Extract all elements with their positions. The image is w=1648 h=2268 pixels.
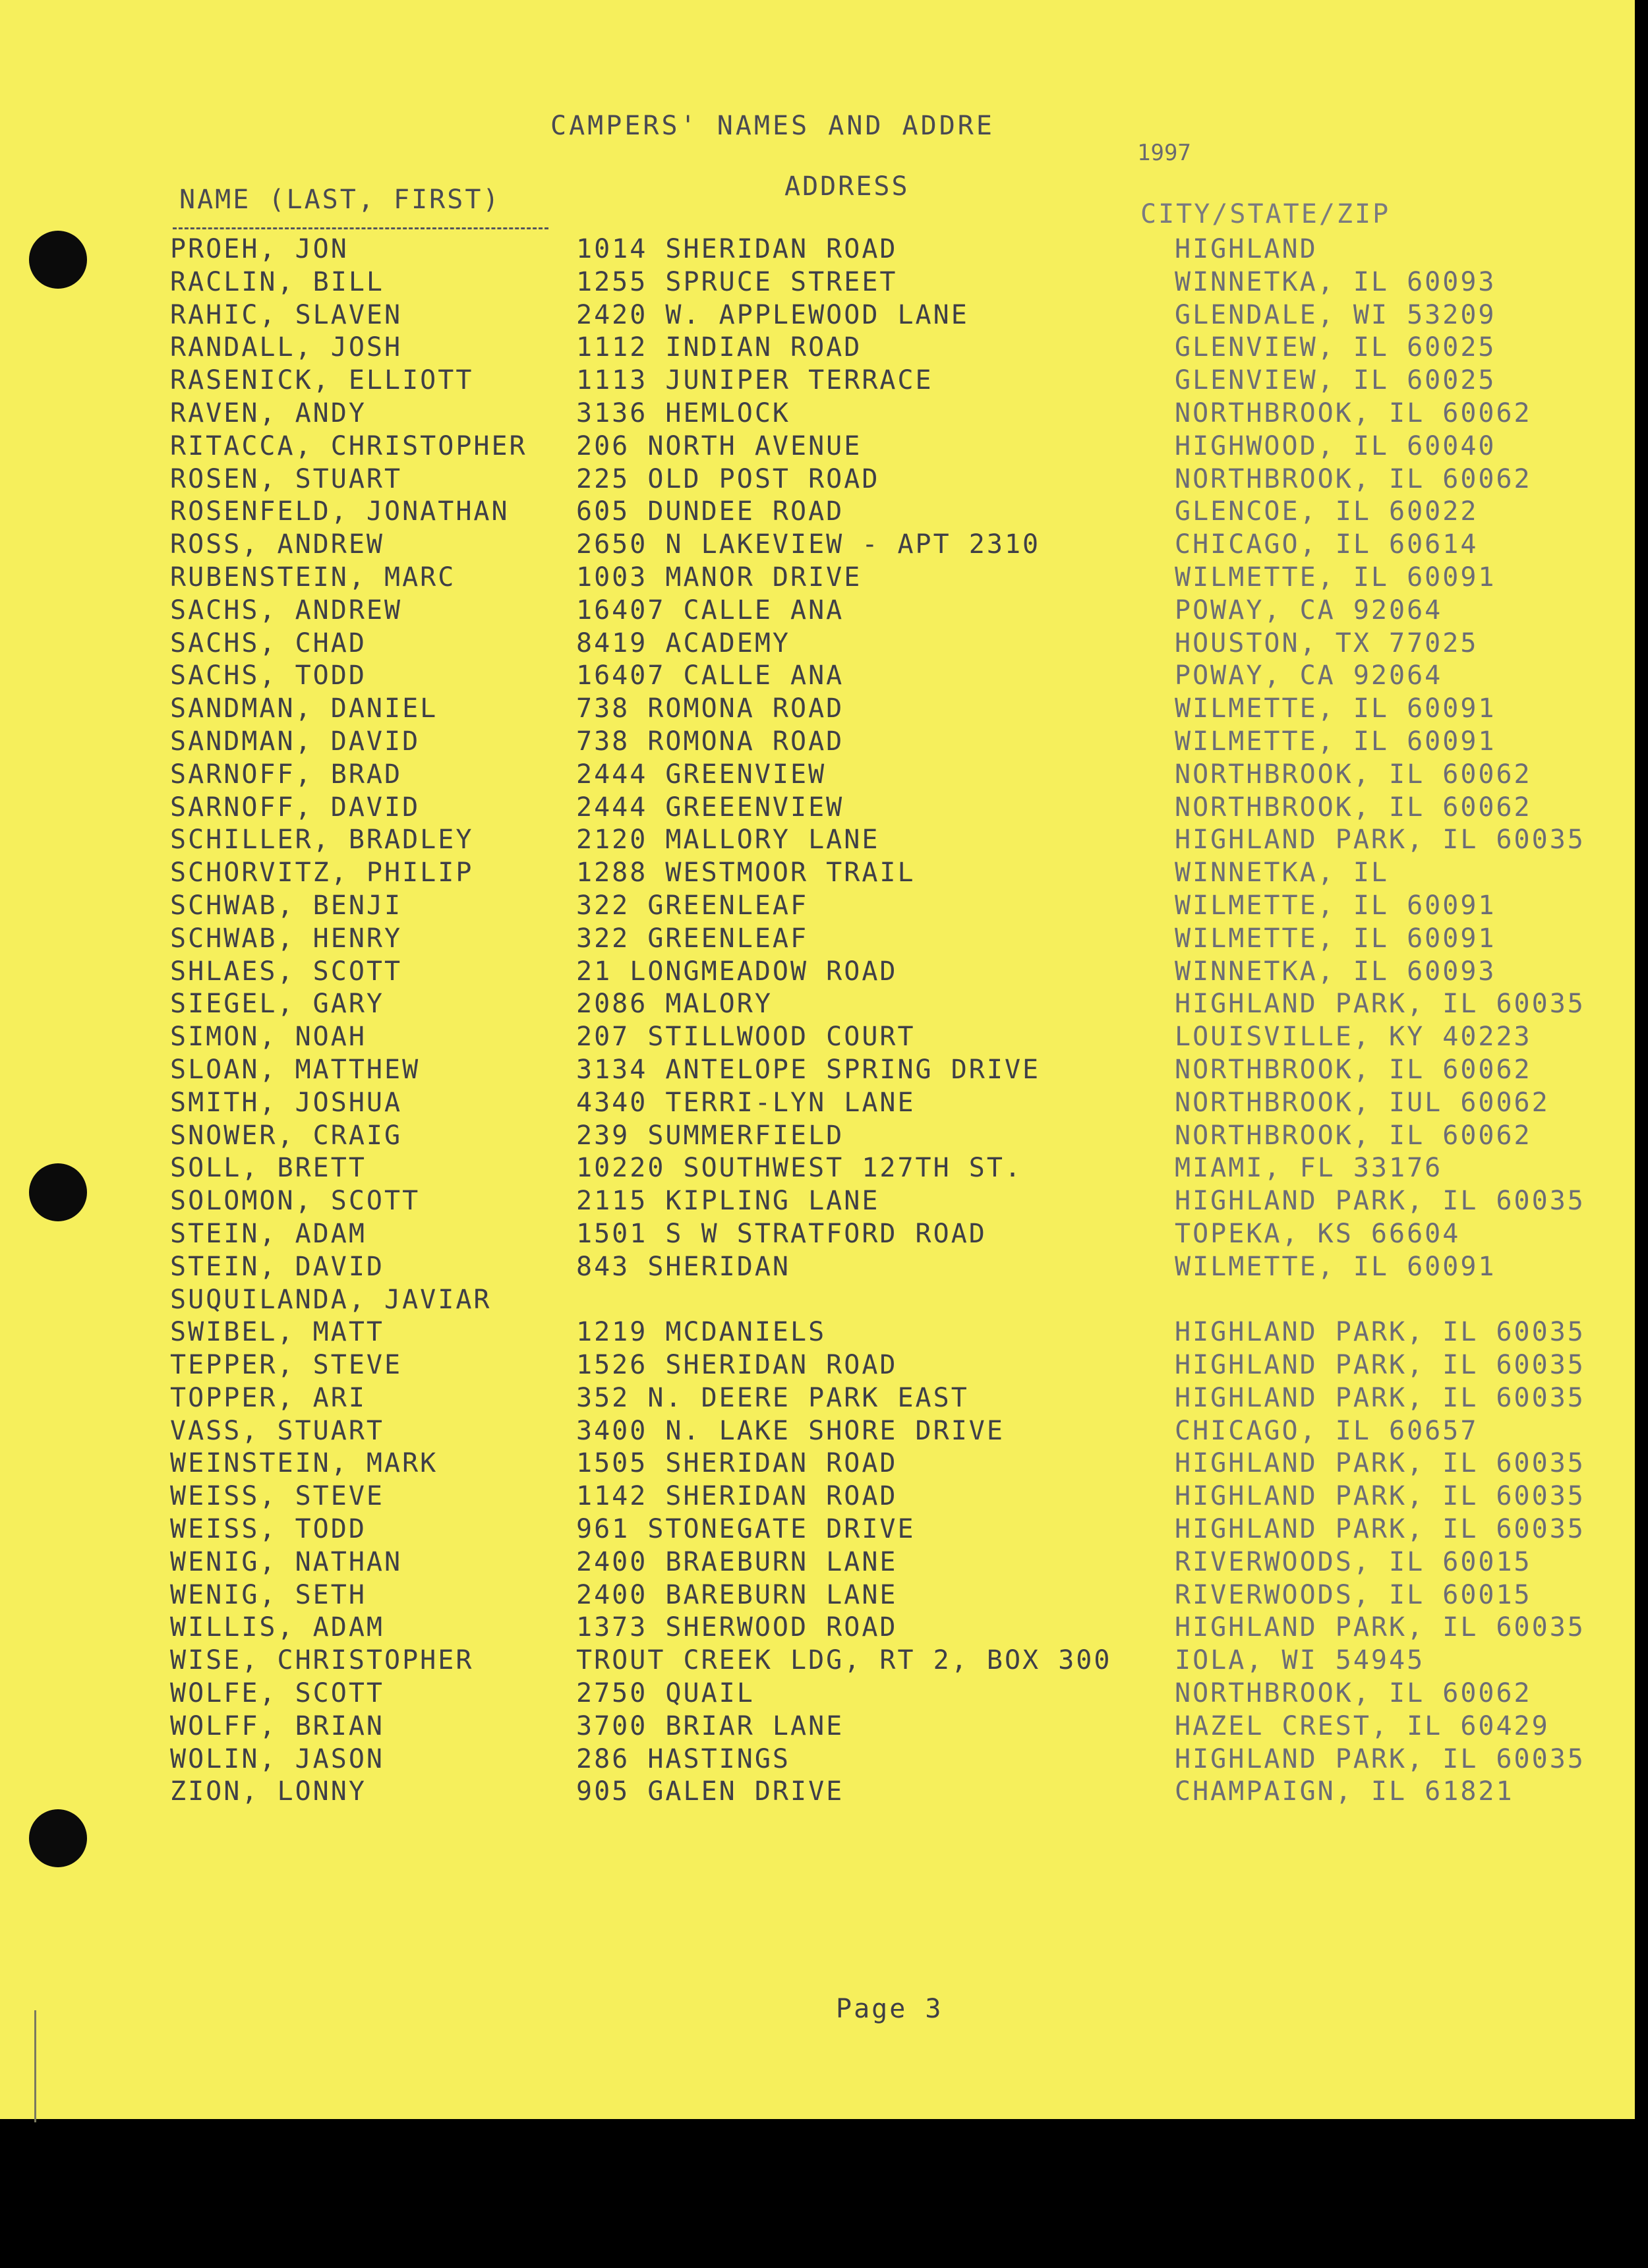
camper-address: 3700 BRIAR LANE bbox=[576, 1710, 844, 1741]
camper-name: RITACCA, CHRISTOPHER bbox=[170, 430, 527, 461]
camper-name: RAHIC, SLAVEN bbox=[170, 299, 403, 330]
table-row bbox=[0, 858, 1635, 890]
camper-city-state-zip: GLENDALE, WI 53209 bbox=[1175, 299, 1496, 330]
table-row bbox=[0, 1678, 1635, 1711]
camper-city-state-zip: HAZEL CREST, IL 60429 bbox=[1175, 1710, 1550, 1741]
camper-city-state-zip: HOUSTON, TX 77025 bbox=[1175, 627, 1479, 658]
table-row bbox=[0, 792, 1635, 825]
camper-name: RASENICK, ELLIOTT bbox=[170, 365, 474, 396]
camper-name: PROEH, JON bbox=[170, 234, 349, 264]
camper-address: 2086 MALORY bbox=[576, 989, 773, 1020]
camper-address: 1501 S W STRATFORD ROAD bbox=[576, 1218, 987, 1249]
camper-address: 2750 QUAIL bbox=[576, 1678, 755, 1709]
camper-address: 961 STONEGATE DRIVE bbox=[576, 1514, 916, 1545]
camper-name: RUBENSTEIN, MARC bbox=[170, 562, 456, 593]
camper-address: 1505 SHERIDAN ROAD bbox=[576, 1448, 898, 1479]
camper-address: 605 DUNDEE ROAD bbox=[576, 496, 844, 527]
camper-name: RAVEN, ANDY bbox=[170, 397, 367, 428]
camper-name: SMITH, JOSHUA bbox=[170, 1087, 403, 1118]
table-row bbox=[0, 562, 1635, 595]
table-row bbox=[0, 1612, 1635, 1645]
camper-name: SOLOMON, SCOTT bbox=[170, 1186, 421, 1217]
camper-city-state-zip: HIGHLAND bbox=[1175, 234, 1318, 264]
column-header-city-state-zip: CITY/STATE/ZIP bbox=[1140, 199, 1391, 229]
camper-table bbox=[0, 234, 1635, 1809]
table-row bbox=[0, 1711, 1635, 1744]
camper-name: TEPPER, STEVE bbox=[170, 1350, 403, 1381]
camper-address: 10220 SOUTHWEST 127TH ST. bbox=[576, 1153, 1023, 1184]
camper-name: ROSEN, STUART bbox=[170, 463, 403, 494]
table-row bbox=[0, 1120, 1635, 1153]
camper-address: 1003 MANOR DRIVE bbox=[576, 562, 862, 593]
camper-name: SANDMAN, DANIEL bbox=[170, 693, 438, 724]
camper-name: ZION, LONNY bbox=[170, 1776, 367, 1807]
camper-name: WOLIN, JASON bbox=[170, 1743, 384, 1774]
page-number: Page 3 bbox=[836, 1994, 943, 2024]
camper-city-state-zip: HIGHLAND PARK, IL 60035 bbox=[1175, 1743, 1585, 1774]
camper-city-state-zip: HIGHLAND PARK, IL 60035 bbox=[1175, 1382, 1585, 1413]
camper-name: WISE, CHRISTOPHER bbox=[170, 1645, 474, 1676]
camper-city-state-zip: WINNETKA, IL 60093 bbox=[1175, 266, 1496, 297]
camper-address: 843 SHERIDAN bbox=[576, 1251, 790, 1282]
camper-city-state-zip: WILMETTE, IL 60091 bbox=[1175, 562, 1496, 593]
table-row bbox=[0, 1776, 1635, 1809]
camper-city-state-zip: GLENVIEW, IL 60025 bbox=[1175, 332, 1496, 363]
camper-city-state-zip: NORTHBROOK, IL 60062 bbox=[1175, 792, 1532, 823]
camper-name: SACHS, CHAD bbox=[170, 627, 367, 658]
camper-address: 3400 N. LAKE SHORE DRIVE bbox=[576, 1415, 1005, 1446]
camper-city-state-zip: WILMETTE, IL 60091 bbox=[1175, 693, 1496, 724]
camper-address: 2400 BRAEBURN LANE bbox=[576, 1546, 898, 1577]
camper-name: WEISS, TODD bbox=[170, 1514, 367, 1545]
table-row bbox=[0, 1285, 1635, 1318]
camper-city-state-zip: WILMETTE, IL 60091 bbox=[1175, 923, 1496, 954]
camper-name: SARNOFF, BRAD bbox=[170, 759, 403, 790]
camper-city-state-zip: GLENCOE, IL 60022 bbox=[1175, 496, 1479, 527]
camper-name: SACHS, ANDREW bbox=[170, 595, 403, 625]
camper-city-state-zip: NORTHBROOK, IL 60062 bbox=[1175, 463, 1532, 494]
camper-city-state-zip: CHICAGO, IL 60657 bbox=[1175, 1415, 1479, 1446]
camper-city-state-zip: HIGHLAND PARK, IL 60035 bbox=[1175, 825, 1585, 856]
camper-address: 207 STILLWOOD COURT bbox=[576, 1022, 916, 1053]
camper-city-state-zip: HIGHLAND PARK, IL 60035 bbox=[1175, 1350, 1585, 1381]
camper-address: 905 GALEN DRIVE bbox=[576, 1776, 844, 1807]
camper-name: SCHWAB, HENRY bbox=[170, 923, 403, 954]
camper-address: 2115 KIPLING LANE bbox=[576, 1186, 880, 1217]
camper-name: SARNOFF, DAVID bbox=[170, 792, 421, 823]
camper-city-state-zip: MIAMI, FL 33176 bbox=[1175, 1153, 1443, 1184]
camper-address: 352 N. DEERE PARK EAST bbox=[576, 1382, 969, 1413]
camper-address: 2444 GREENVIEW bbox=[576, 759, 827, 790]
camper-name: ROSS, ANDREW bbox=[170, 529, 384, 560]
camper-city-state-zip: NORTHBROOK, IL 60062 bbox=[1175, 1120, 1532, 1151]
table-row bbox=[0, 628, 1635, 661]
camper-name: SACHS, TODD bbox=[170, 660, 367, 691]
camper-city-state-zip: POWAY, CA 92064 bbox=[1175, 595, 1443, 625]
camper-city-state-zip: HIGHLAND PARK, IL 60035 bbox=[1175, 1186, 1585, 1217]
camper-address: 3134 ANTELOPE SPRING DRIVE bbox=[576, 1054, 1041, 1085]
camper-address: 1014 SHERIDAN ROAD bbox=[576, 234, 898, 264]
table-row bbox=[0, 1153, 1635, 1186]
page-title: CAMPERS' NAMES AND ADDRE bbox=[550, 111, 995, 141]
camper-address: 8419 ACADEMY bbox=[576, 627, 790, 658]
camper-address: 738 ROMONA ROAD bbox=[576, 726, 844, 757]
camper-address: 2420 W. APPLEWOOD LANE bbox=[576, 299, 969, 330]
camper-address: 239 SUMMERFIELD bbox=[576, 1120, 844, 1151]
camper-city-state-zip: WINNETKA, IL 60093 bbox=[1175, 956, 1496, 987]
camper-name: SCHORVITZ, PHILIP bbox=[170, 858, 474, 888]
camper-address: 4340 TERRI-LYN LANE bbox=[576, 1087, 916, 1118]
camper-name: SCHILLER, BRADLEY bbox=[170, 825, 474, 856]
camper-address: 206 NORTH AVENUE bbox=[576, 430, 862, 461]
camper-address: 2120 MALLORY LANE bbox=[576, 825, 880, 856]
camper-address: 225 OLD POST ROAD bbox=[576, 463, 880, 494]
camper-city-state-zip: HIGHLAND PARK, IL 60035 bbox=[1175, 1514, 1585, 1545]
header-rule bbox=[173, 227, 548, 229]
table-row bbox=[0, 1383, 1635, 1416]
camper-name: WOLFF, BRIAN bbox=[170, 1710, 384, 1741]
table-row bbox=[0, 759, 1635, 792]
camper-city-state-zip: HIGHLAND PARK, IL 60035 bbox=[1175, 1317, 1585, 1348]
table-row bbox=[0, 1088, 1635, 1120]
camper-city-state-zip: NORTHBROOK, IL 60062 bbox=[1175, 1054, 1532, 1085]
table-row bbox=[0, 267, 1635, 300]
table-row bbox=[0, 1055, 1635, 1088]
camper-name: WILLIS, ADAM bbox=[170, 1612, 384, 1643]
camper-city-state-zip: TOPEKA, KS 66604 bbox=[1175, 1218, 1461, 1249]
table-row bbox=[0, 496, 1635, 529]
camper-address: TROUT CREEK LDG, RT 2, BOX 300 bbox=[576, 1645, 1112, 1676]
camper-city-state-zip: IOLA, WI 54945 bbox=[1175, 1645, 1425, 1676]
column-header-name: NAME (LAST, FIRST) bbox=[179, 185, 501, 215]
camper-name: WENIG, NATHAN bbox=[170, 1546, 403, 1577]
camper-city-state-zip: NORTHBROOK, IL 60062 bbox=[1175, 397, 1532, 428]
camper-name: SCHWAB, BENJI bbox=[170, 890, 403, 921]
camper-address: 2400 BAREBURN LANE bbox=[576, 1579, 898, 1610]
camper-name: SHLAES, SCOTT bbox=[170, 956, 403, 987]
camper-name: SIEGEL, GARY bbox=[170, 989, 384, 1020]
camper-city-state-zip: HIGHLAND PARK, IL 60035 bbox=[1175, 1448, 1585, 1479]
table-row bbox=[0, 234, 1635, 267]
camper-address: 1142 SHERIDAN ROAD bbox=[576, 1481, 898, 1512]
table-row bbox=[0, 1317, 1635, 1350]
table-row bbox=[0, 890, 1635, 923]
table-row bbox=[0, 1448, 1635, 1481]
table-row bbox=[0, 1022, 1635, 1055]
table-row bbox=[0, 365, 1635, 398]
camper-address: 738 ROMONA ROAD bbox=[576, 693, 844, 724]
camper-address: 1373 SHERWOOD ROAD bbox=[576, 1612, 898, 1643]
camper-address: 1255 SPRUCE STREET bbox=[576, 266, 898, 297]
table-row bbox=[0, 726, 1635, 759]
camper-name: WENIG, SETH bbox=[170, 1579, 367, 1610]
camper-city-state-zip: HIGHLAND PARK, IL 60035 bbox=[1175, 1481, 1585, 1512]
camper-name: RACLIN, BILL bbox=[170, 266, 384, 297]
camper-address: 1526 SHERIDAN ROAD bbox=[576, 1350, 898, 1381]
camper-city-state-zip: WILMETTE, IL 60091 bbox=[1175, 726, 1496, 757]
table-row bbox=[0, 923, 1635, 956]
camper-address: 1113 JUNIPER TERRACE bbox=[576, 365, 933, 396]
table-row bbox=[0, 1350, 1635, 1383]
camper-name: VASS, STUART bbox=[170, 1415, 384, 1446]
camper-city-state-zip: RIVERWOODS, IL 60015 bbox=[1175, 1546, 1532, 1577]
camper-city-state-zip: LOUISVILLE, KY 40223 bbox=[1175, 1022, 1532, 1053]
table-row bbox=[0, 300, 1635, 333]
table-row bbox=[0, 332, 1635, 365]
table-row bbox=[0, 1547, 1635, 1580]
table-row bbox=[0, 595, 1635, 628]
camper-address: 16407 CALLE ANA bbox=[576, 595, 844, 625]
table-row bbox=[0, 1481, 1635, 1514]
camper-name: SWIBEL, MATT bbox=[170, 1317, 384, 1348]
table-row bbox=[0, 1514, 1635, 1547]
table-row bbox=[0, 1744, 1635, 1777]
camper-city-state-zip: HIGHLAND PARK, IL 60035 bbox=[1175, 989, 1585, 1020]
camper-name: SNOWER, CRAIG bbox=[170, 1120, 403, 1151]
table-row bbox=[0, 989, 1635, 1022]
table-row bbox=[0, 956, 1635, 989]
camper-city-state-zip: GLENVIEW, IL 60025 bbox=[1175, 365, 1496, 396]
camper-address: 1112 INDIAN ROAD bbox=[576, 332, 862, 363]
camper-address: 2444 GREEENVIEW bbox=[576, 792, 844, 823]
table-row bbox=[0, 529, 1635, 562]
table-row bbox=[0, 1252, 1635, 1285]
camper-name: SANDMAN, DAVID bbox=[170, 726, 421, 757]
table-row bbox=[0, 431, 1635, 464]
camper-city-state-zip: CHICAGO, IL 60614 bbox=[1175, 529, 1479, 560]
camper-name: SLOAN, MATTHEW bbox=[170, 1054, 421, 1085]
camper-city-state-zip: HIGHWOOD, IL 60040 bbox=[1175, 430, 1496, 461]
camper-city-state-zip: RIVERWOODS, IL 60015 bbox=[1175, 1579, 1532, 1610]
camper-name: STEIN, ADAM bbox=[170, 1218, 367, 1249]
camper-city-state-zip: POWAY, CA 92064 bbox=[1175, 660, 1443, 691]
camper-address: 21 LONGMEADOW ROAD bbox=[576, 956, 898, 987]
camper-name: WEINSTEIN, MARK bbox=[170, 1448, 438, 1479]
punch-hole bbox=[29, 1809, 87, 1867]
table-row bbox=[0, 1186, 1635, 1219]
year-label: 1997 bbox=[1137, 140, 1191, 166]
camper-name: RANDALL, JOSH bbox=[170, 332, 403, 363]
camper-city-state-zip: WILMETTE, IL 60091 bbox=[1175, 1251, 1496, 1282]
table-row bbox=[0, 398, 1635, 431]
camper-name: SUQUILANDA, JAVIAR bbox=[170, 1284, 492, 1315]
camper-address: 1288 WESTMOOR TRAIL bbox=[576, 858, 916, 888]
camper-name: SOLL, BRETT bbox=[170, 1153, 367, 1184]
camper-address: 3136 HEMLOCK bbox=[576, 397, 790, 428]
camper-name: WOLFE, SCOTT bbox=[170, 1678, 384, 1709]
camper-city-state-zip: NORTHBROOK, IL 60062 bbox=[1175, 1678, 1532, 1709]
table-row bbox=[0, 464, 1635, 497]
table-row bbox=[0, 693, 1635, 726]
camper-name: SIMON, NOAH bbox=[170, 1022, 367, 1053]
camper-city-state-zip: CHAMPAIGN, IL 61821 bbox=[1175, 1776, 1514, 1807]
camper-address: 16407 CALLE ANA bbox=[576, 660, 844, 691]
camper-address: 1219 MCDANIELS bbox=[576, 1317, 827, 1348]
camper-address: 322 GREENLEAF bbox=[576, 890, 809, 921]
camper-name: TOPPER, ARI bbox=[170, 1382, 367, 1413]
camper-name: ROSENFELD, JONATHAN bbox=[170, 496, 510, 527]
table-row bbox=[0, 1219, 1635, 1252]
camper-city-state-zip: WILMETTE, IL 60091 bbox=[1175, 890, 1496, 921]
table-row bbox=[0, 825, 1635, 858]
camper-address: 2650 N LAKEVIEW - APT 2310 bbox=[576, 529, 1041, 560]
table-row bbox=[0, 660, 1635, 693]
table-row bbox=[0, 1645, 1635, 1678]
camper-city-state-zip: WINNETKA, IL bbox=[1175, 858, 1389, 888]
camper-address: 286 HASTINGS bbox=[576, 1743, 790, 1774]
table-row bbox=[0, 1580, 1635, 1613]
margin-line bbox=[34, 2010, 36, 2122]
camper-name: WEISS, STEVE bbox=[170, 1481, 384, 1512]
camper-name: STEIN, DAVID bbox=[170, 1251, 384, 1282]
column-header-address: ADDRESS bbox=[784, 171, 910, 202]
table-row bbox=[0, 1416, 1635, 1449]
camper-address: 322 GREENLEAF bbox=[576, 923, 809, 954]
camper-city-state-zip: NORTHBROOK, IL 60062 bbox=[1175, 759, 1532, 790]
camper-city-state-zip: NORTHBROOK, IUL 60062 bbox=[1175, 1087, 1550, 1118]
camper-city-state-zip: HIGHLAND PARK, IL 60035 bbox=[1175, 1612, 1585, 1643]
